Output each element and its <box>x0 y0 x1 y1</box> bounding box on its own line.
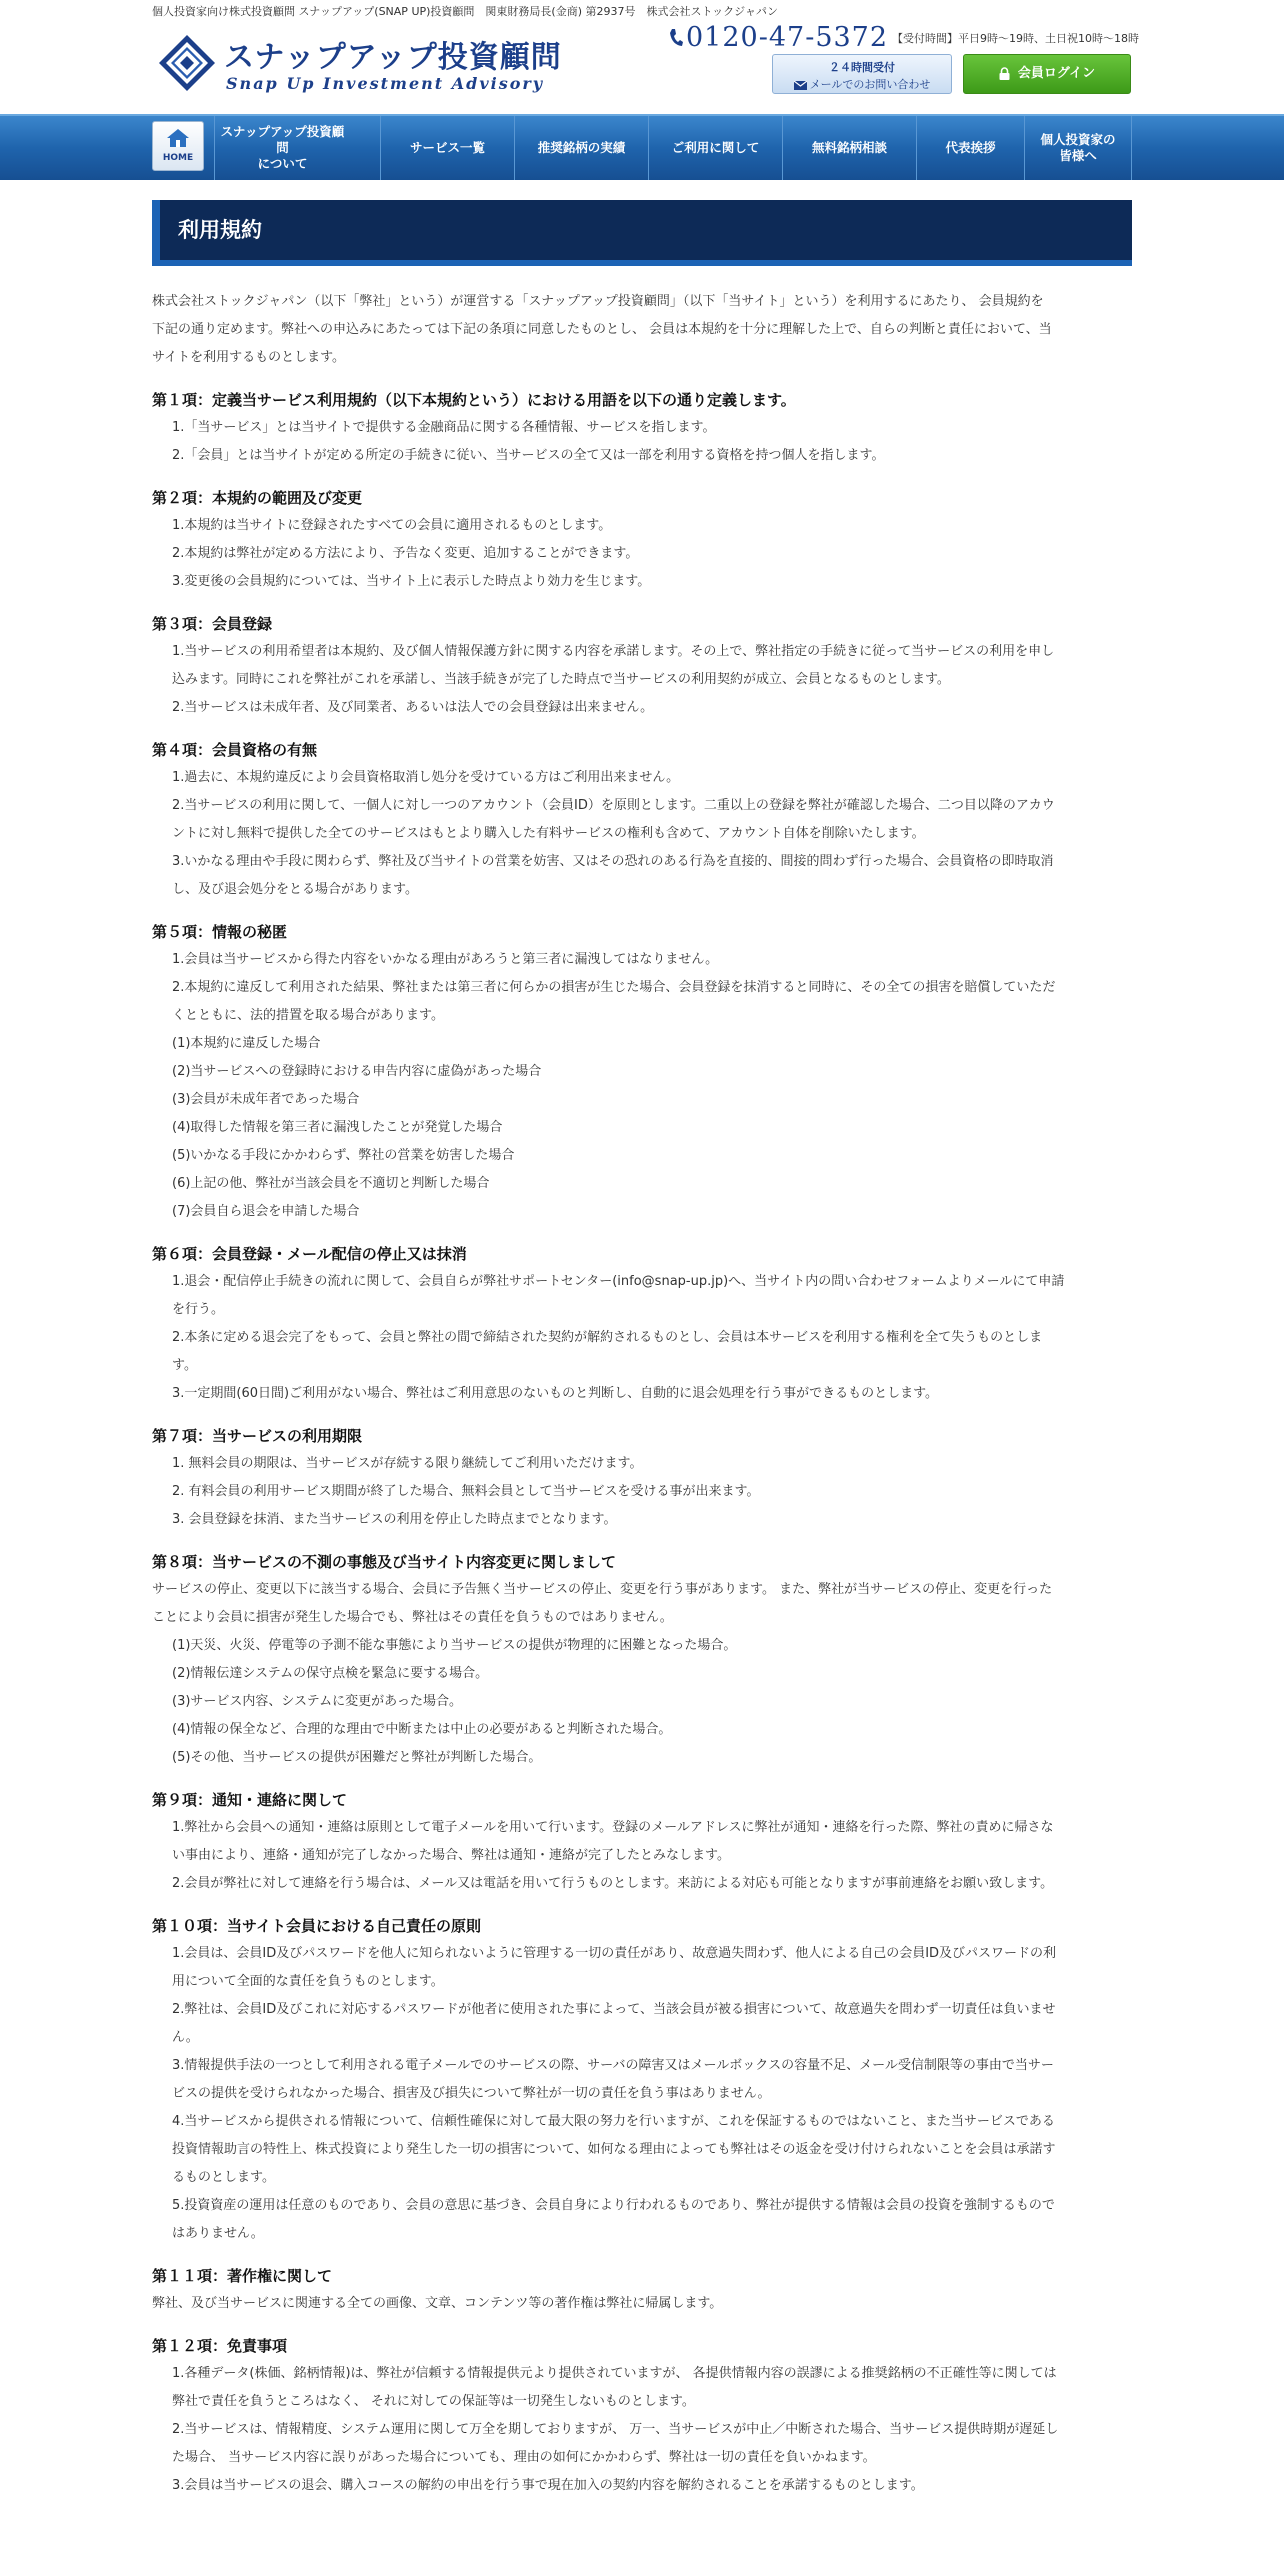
nav-label: について <box>257 156 308 171</box>
list-item <box>152 1086 1132 1114</box>
list-item-line: (4)情報の保全など、合理的な理由で中断または中止の必要があると判断された場合。 <box>172 1722 672 1737</box>
mail-button-line2: メールでのお問い合わせ <box>809 78 931 91</box>
nav-usage[interactable] <box>648 116 782 180</box>
list-item-line: 1.各種データ(株価、銘柄情報)は、弊社が信頼する情報提供元より提供されていますが、 各提供情報内容の誤謬による推奨銘柄の不正確性等に関しては <box>172 2366 1057 2381</box>
terms-sections <box>152 386 1132 2500</box>
list-item-line: 1.「当サービス」とは当サイトで提供する金融商品に関する各種情報、サービスを指します。 <box>172 420 716 435</box>
phone-icon <box>668 28 684 48</box>
section-paragraph-line: ことにより会員に損害が発生した場合でも、弊社はその責任を負うものではありません。 <box>152 1610 673 1625</box>
list-item-line: 1.弊社から会員への通知・連絡は原則として電子メールを用いて行います。登録のメールアドレスに弊社が通知・連絡を行った際、弊社の責めに帰さな <box>172 1820 1054 1835</box>
phone-number[interactable]: 0120-47-5372 <box>686 22 889 53</box>
mail-button-line1: ２４時間受付 <box>829 61 895 74</box>
terms-section <box>152 918 1132 1226</box>
nav-about[interactable] <box>214 116 350 180</box>
list-item-line: す。 <box>172 1358 197 1373</box>
terms-section <box>152 2262 1132 2318</box>
terms-section <box>152 386 1132 470</box>
list-item-line: 3. 会員登録を抹消、また当サービスの利用を停止した時点までとなります。 <box>172 1512 617 1527</box>
list-item-line: (5)その他、当サービスの提供が困難だと弊社が判断した場合。 <box>172 1750 542 1765</box>
list-item-line: ントに対し無料で提供した全てのサービスはもとより購入した有料サービスの権利も含めて、アカウント自体を削除いたします。 <box>172 826 925 841</box>
section-paragraph-line: サービスの停止、変更以下に該当する場合、会員に予告無く当サービスの停止、変更を行う事があります。 また、弊社が当サービスの停止、変更を行った <box>152 1582 1053 1597</box>
list-item-line: (1)天災、火災、停電等の予測不能な事態により当サービスの提供が物理的に困難となった場合。 <box>172 1638 737 1653</box>
home-icon <box>166 128 190 148</box>
list-item-line: (6)上記の他、弊社が当該会員を不適切と判断した場合 <box>172 1176 490 1191</box>
nav-greeting[interactable] <box>916 116 1024 180</box>
nav-results[interactable] <box>514 116 648 180</box>
list-item <box>152 2472 1132 2500</box>
list-item <box>152 1198 1132 1226</box>
list-item-line: 2.本規約は弊社が定める方法により、予告なく変更、追加することができます。 <box>172 546 639 561</box>
list-item-line: 5.投資資産の運用は任意のものであり、会員の意思に基づき、会員自身により行われるものであり、弊社が提供する情報は会員の投資を強制するもので <box>172 2198 1055 2213</box>
list-item <box>152 1268 1132 1324</box>
section-heading: 第５項：情報の秘匿 <box>152 923 288 941</box>
list-item-line: ビスの提供を受けられなかった場合、損害及び損失について弊社が一切の責任を負う事はありません。 <box>172 2086 771 2101</box>
list-item-line: 1. 無料会員の期限は、当サービスが存続する限り継続してご利用いただけます。 <box>172 1456 643 1471</box>
terms-section <box>152 1240 1132 1408</box>
list-item-line: 2.本条に定める退会完了をもって、会員と弊社の間で締結された契約が解約されるものとし、会員は本サービスを利用する権利を全て失うものとしま <box>172 1330 1043 1345</box>
nav-free-consult[interactable] <box>782 116 916 180</box>
terms-section <box>152 1548 1132 1772</box>
list-item <box>152 2192 1132 2248</box>
phone-contact <box>668 22 1139 52</box>
section-heading: 第３項：会員登録 <box>152 615 273 633</box>
list-item-line: 3.会員は当サービスの退会、購入コースの解約の申出を行う事で現在加入の契約内容を解約されることを承諾するものとします。 <box>172 2478 924 2493</box>
list-item <box>152 568 1132 596</box>
list-item <box>152 974 1132 1030</box>
nav-investors[interactable] <box>1024 116 1132 180</box>
terms-section <box>152 736 1132 904</box>
list-item <box>152 1506 1132 1534</box>
section-heading: 第１項：定義当サービス利用規約（以下本規約という）における用語を以下の通り定義します。 <box>152 391 796 409</box>
section-heading: 第９項：通知・連絡に関して <box>152 1791 348 1809</box>
list-item-line: 2.会員が弊社に対して連絡を行う場合は、メール又は電話を用いて行うものとします。来訪による対応も可能となりますが事前連絡をお願い致します。 <box>172 1876 1054 1891</box>
nav-label: サービス一覧 <box>409 140 485 155</box>
page-title: 利用規約 <box>152 200 1132 266</box>
list-item <box>152 1716 1132 1744</box>
nav-label: 皆様へ <box>1059 148 1097 163</box>
list-item-line: 1.当サービスの利用希望者は本規約、及び個人情報保護方針に関する内容を承諾します。その上で、弊社指定の手続きに従って当サービスの利用を申し <box>172 644 1055 659</box>
terms-section <box>152 610 1132 722</box>
list-item <box>152 1142 1132 1170</box>
list-item-line: 3.情報提供手法の一つとして利用される電子メールでのサービスの際、サーバの障害又はメールボックスの容量不足、メール受信制限等の事由で当サー <box>172 2058 1054 2073</box>
nav-label: スナップアップ投資顧問 <box>220 124 345 155</box>
list-item-line: 込みます。同時にこれを弊社がこれを承諾し、当該手続きが完了した時点で当サービスの利用契約が成立、会員となるものとします。 <box>172 672 950 687</box>
list-item-line: 1.会員は当サービスから得た内容をいかなる理由があろうと第三者に漏洩してはなりません。 <box>172 952 719 967</box>
top-notice: 個人投資家向け株式投資顧問 スナップアップ(SNAP UP)投資顧問 関東財務局長(金商) 第2937号 株式会社ストックジャパン <box>152 5 778 18</box>
list-item-line: 1.退会・配信停止手続きの流れに関して、会員自らが弊社サポートセンター(info@snap-up.jp)へ、当サイト内の問い合わせフォームよりメールにて申請 <box>172 1274 1065 1289</box>
list-item-line: (7)会員自ら退会を申請した場合 <box>172 1204 360 1219</box>
list-item-line: 投資情報助言の特性上、株式投資により発生した一切の損害について、如何なる理由によっても弊社はその返金を受け付けられないことを会員は承諾す <box>172 2142 1056 2157</box>
lock-icon <box>999 67 1010 80</box>
section-heading: 第７項：当サービスの利用期限 <box>152 1427 363 1445</box>
list-item-line: い事由により、連絡・通知が完了しなかった場合、弊社は通知・連絡が完了したとみなします。 <box>172 1848 730 1863</box>
list-item <box>152 1688 1132 1716</box>
list-item-line: (3)会員が未成年者であった場合 <box>172 1092 360 1107</box>
section-paragraph-line: 弊社、及び当サービスに関連する全ての画像、文章、コンテンツ等の著作権は弊社に帰属します。 <box>152 2296 723 2311</box>
list-item-line: 3.いかなる理由や手段に関わらず、弊社及び当サイトの営業を妨害、又はその恐れのある行為を直接的、間接的問わず行った場合、会員資格の即時取消 <box>172 854 1054 869</box>
list-item <box>152 2416 1132 2472</box>
terms-section <box>152 2332 1132 2500</box>
nav-label: 推奨銘柄の実績 <box>537 140 626 155</box>
list-item <box>152 2108 1132 2192</box>
list-item-line: 4.当サービスから提供される情報について、信頼性確保に対して最大限の努力を行いますが、これを保証するものではないこと、また当サービスである <box>172 2114 1055 2129</box>
list-item-line: 用について全面的な責任を負うものとします。 <box>172 1974 444 1989</box>
intro-line: サイトを利用するものとします。 <box>152 350 346 365</box>
list-item <box>152 1324 1132 1380</box>
list-item-line: (4)取得した情報を第三者に漏洩したことが発覚した場合 <box>172 1120 503 1135</box>
section-heading: 第４項：会員資格の有無 <box>152 741 318 759</box>
list-item-line: 1.過去に、本規約違反により会員資格取消し処分を受けている方はご利用出来ません。 <box>172 770 680 785</box>
list-item-line: 1.会員は、会員ID及びパスワードを他人に知られないように管理する一切の責任があり、故意過失問わず、他人による自己の会員ID及びパスワードの利 <box>172 1946 1057 1961</box>
list-item <box>152 764 1132 792</box>
list-item-line: 2.当サービスは未成年者、及び同業者、あるいは法人での会員登録は出来ません。 <box>172 700 654 715</box>
list-item-line: (2)情報伝達システムの保守点検を緊急に要する場合。 <box>172 1666 489 1681</box>
list-item-line: た場合、 当サービス内容に誤りがあった場合についても、理由の如何にかかわらず、弊社は一切の責任を負いかねます。 <box>172 2450 876 2465</box>
logo-subtitle: Snap Up Investment Advisory <box>226 74 545 93</box>
mail-inquiry-button[interactable] <box>772 54 952 94</box>
nav-services[interactable] <box>380 116 514 180</box>
list-item <box>152 848 1132 904</box>
nav-label: 代表挨拶 <box>945 140 996 155</box>
list-item <box>152 442 1132 470</box>
list-item-line: (2)当サービスへの登録時における申告内容に虚偽があった場合 <box>172 1064 542 1079</box>
nav-home[interactable] <box>152 121 204 171</box>
list-item-line: 2.本規約に違反して利用された結果、弊社または第三者に何らかの損害が生じた場合、会員登録を抹消すると同時に、その全ての損害を賠償していただ <box>172 980 1056 995</box>
list-item <box>152 1058 1132 1086</box>
list-item <box>152 1744 1132 1772</box>
list-item <box>152 1940 1132 1996</box>
list-item <box>152 1478 1132 1506</box>
nav-label: ご利用に関して <box>671 140 760 155</box>
list-item <box>152 1996 1132 2052</box>
phone-hours: 【受付時間】平日9時〜19時、土日祝10時〜18時 <box>892 31 1140 45</box>
section-heading: 第８項：当サービスの不測の事態及び当サイト内容変更に関しまして <box>152 1553 616 1571</box>
list-item <box>152 1170 1132 1198</box>
list-item-line: 3.一定期間(60日間)ご利用がない場合、弊社はご利用意思のないものと判断し、自動的に退会処理を行う事ができるものとします。 <box>172 1386 939 1401</box>
main-content <box>152 200 1132 2500</box>
list-item <box>152 1632 1132 1660</box>
login-label: 会員ログイン <box>1017 66 1096 81</box>
list-item <box>152 2360 1132 2416</box>
terms-section <box>152 1912 1132 2248</box>
list-item-line: 2.当サービスの利用に関して、一個人に対し一つのアカウント（会員ID）を原則とします。二重以上の登録を弊社が確認した場合、二つ目以降のアカウ <box>172 798 1055 813</box>
list-item-line: を行う。 <box>172 1302 225 1317</box>
nav-label: 無料銘柄相談 <box>811 140 887 155</box>
list-item-line: 2. 有料会員の利用サービス期間が終了した場合、無料会員として当サービスを受ける事が出来ます。 <box>172 1484 760 1499</box>
global-nav <box>0 114 1284 180</box>
nav-label: 個人投資家の <box>1040 132 1116 147</box>
list-item-line: 3.変更後の会員規約については、当サイト上に表示した時点より効力を生じます。 <box>172 574 651 589</box>
list-item <box>152 638 1132 694</box>
list-item <box>152 946 1132 974</box>
intro-text <box>152 288 1132 372</box>
list-item-line: (5)いかなる手段にかかわらず、弊社の営業を妨害した場合 <box>172 1148 515 1163</box>
section-heading: 第１１項：著作権に関して <box>152 2267 333 2285</box>
terms-section <box>152 484 1132 596</box>
nav-home-label: HOME <box>162 153 194 163</box>
section-heading: 第２項：本規約の範囲及び変更 <box>152 489 363 507</box>
list-item <box>152 414 1132 442</box>
list-item-line: くとともに、法的措置を取る場合があります。 <box>172 1008 444 1023</box>
site-logo[interactable] <box>158 28 562 100</box>
list-item-line: るものとします。 <box>172 2170 275 2185</box>
section-heading: 第１２項：免責事項 <box>152 2337 288 2355</box>
list-item <box>152 1380 1132 1408</box>
list-item <box>152 512 1132 540</box>
list-item <box>152 540 1132 568</box>
terms-section <box>152 1422 1132 1534</box>
site-header <box>0 22 1284 114</box>
list-item <box>152 1030 1132 1058</box>
list-item-line: はありません。 <box>172 2226 264 2241</box>
list-item <box>152 1870 1132 1898</box>
list-item <box>152 792 1132 848</box>
list-item <box>152 1660 1132 1688</box>
list-item-line: 2.「会員」とは当サイトが定める所定の手続きに従い、当サービスの全て又は一部を利用する資格を持つ個人を指します。 <box>172 448 885 463</box>
list-item-line: 2.当サービスは、情報精度、システム運用に関して万全を期しておりますが、 万一、当サービスが中止／中断された場合、当サービス提供時期が遅延し <box>172 2422 1059 2437</box>
section-heading: 第１０項：当サイト会員における自己責任の原則 <box>152 1917 481 1935</box>
list-item <box>152 1814 1132 1870</box>
mail-icon <box>794 81 807 90</box>
logo-title: スナップアップ投資顧問 <box>224 40 562 75</box>
member-login-button[interactable] <box>963 54 1131 94</box>
list-item-line: ん。 <box>172 2030 199 2045</box>
list-item-line: 1.本規約は当サイトに登録されたすべての会員に適用されるものとします。 <box>172 518 612 533</box>
list-item-line: (1)本規約に違反した場合 <box>172 1036 321 1051</box>
list-item-line: し、及び退会処分をとる場合があります。 <box>172 882 418 897</box>
intro-line: 下記の通り定めます。弊社への申込みにあたっては下記の条項に同意したものとし、 会員は本規約を十分に理解した上で、自らの判断と責任において、当 <box>152 322 1052 337</box>
list-item <box>152 1450 1132 1478</box>
logo-mark-icon <box>158 34 216 92</box>
list-item <box>152 1114 1132 1142</box>
list-item-line: (3)サービス内容、システムに変更があった場合。 <box>172 1694 462 1709</box>
terms-section <box>152 1786 1132 1898</box>
section-heading: 第６項：会員登録・メール配信の停止又は抹消 <box>152 1245 467 1263</box>
list-item-line: 2.弊社は、会員ID及びこれに対応するパスワードが他者に使用された事によって、当該会員が被る損害について、故意過失を問わず一切責任は負いませ <box>172 2002 1056 2017</box>
list-item <box>152 2052 1132 2108</box>
intro-line: 株式会社ストックジャパン（以下「弊社」という）が運営する「スナップアップ投資顧問」（以下「当サイト」という）を利用するにあたり、 会員規約を <box>152 294 1044 309</box>
list-item <box>152 694 1132 722</box>
list-item-line: 弊社で責任を負うところはなく、 それに対しての保証等は一切発生しないものとします。 <box>172 2394 695 2409</box>
